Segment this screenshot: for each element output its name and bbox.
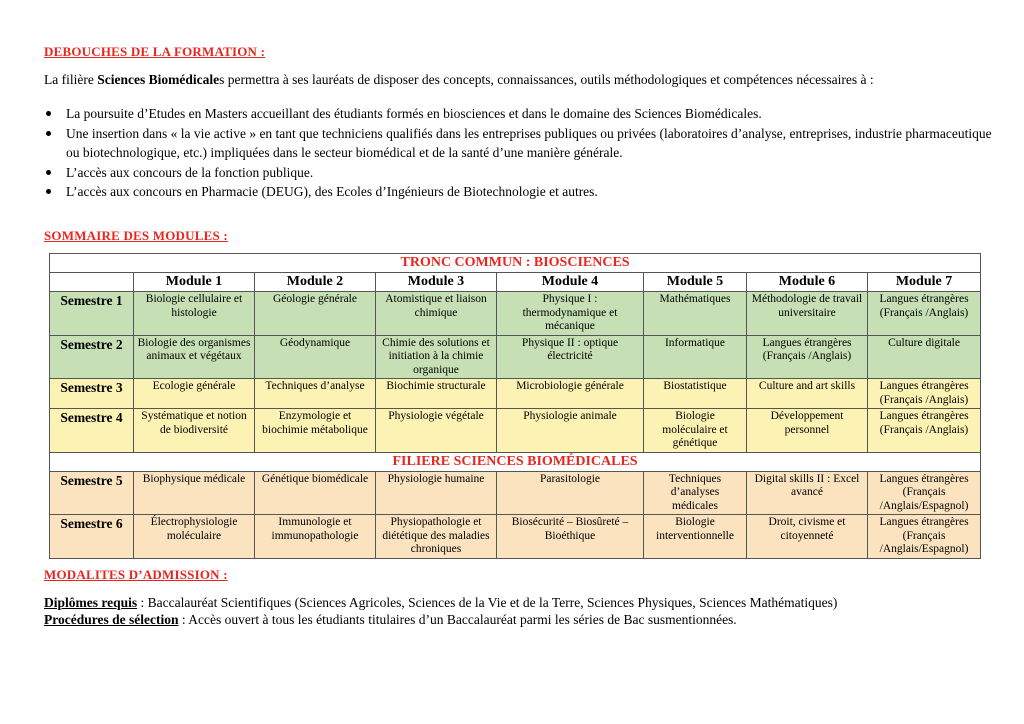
tronc-commun-banner: TRONC COMMUN : BIOSCIENCES (50, 254, 981, 273)
bullet-icon (46, 131, 51, 136)
module-cell: Physiologie humaine (376, 471, 497, 515)
table-row (50, 471, 981, 515)
module-cell: Culture digitale (868, 335, 981, 379)
filiere-banner: FILIERE SCIENCES BIOMÉDICALES (50, 452, 981, 471)
module-cell: Droit, civisme et citoyenneté (747, 515, 868, 559)
semester-label: Semestre 3 (50, 379, 134, 409)
module-cell: Langues étrangères (Français /Anglais) (868, 409, 981, 453)
module-header: Module 6 (747, 273, 868, 292)
diplomes-requis (44, 594, 837, 612)
list-item (44, 104, 994, 124)
bullet-icon (46, 111, 51, 116)
module-cell: Parasitologie (497, 471, 644, 515)
module-cell: Enzymologie et biochimie métabolique (255, 409, 376, 453)
debouches-heading: DEBOUCHES DE LA FORMATION : (44, 44, 266, 59)
procedures-text: : Accès ouvert à tous les étudiants titulaires d’un Baccalauréat parmi les séries de Bac susmentionnées. (178, 612, 737, 627)
module-cell: Langues étrangères (Français /Anglais) (868, 379, 981, 409)
module-cell: Immunologie et immunopathologie (255, 515, 376, 559)
module-cell: Ecologie générale (134, 379, 255, 409)
debouches-intro (44, 71, 874, 89)
list-item-text: L’accès aux concours en Pharmacie (DEUG), des Ecoles d’Ingénieurs de Biotechnologie et autres. (66, 184, 598, 199)
diplomes-label: Diplômes requis (44, 595, 138, 610)
module-cell: Physiologie animale (497, 409, 644, 453)
module-cell: Systématique et notion de biodiversité (134, 409, 255, 453)
module-cell: Biosécurité – Biosûreté – Bioéthique (497, 515, 644, 559)
modules-table (49, 253, 981, 559)
corner-cell (50, 273, 134, 292)
module-cell: Méthodologie de travail universitaire (747, 292, 868, 336)
module-cell: Physiologie végétale (376, 409, 497, 453)
table-row (50, 379, 981, 409)
semester-label: Semestre 6 (50, 515, 134, 559)
module-cell: Techniques d’analyse (255, 379, 376, 409)
module-cell: Développement personnel (747, 409, 868, 453)
module-cell: Géologie générale (255, 292, 376, 336)
table-row (50, 409, 981, 453)
module-header: Module 3 (376, 273, 497, 292)
table-row (50, 292, 981, 336)
module-cell: Culture and art skills (747, 379, 868, 409)
module-cell: Biochimie structurale (376, 379, 497, 409)
procedures-label: Procédures de sélection (44, 612, 179, 627)
module-cell: Techniques d’analyses médicales (644, 471, 747, 515)
admission-heading: MODALITES D’ADMISSION : (44, 567, 228, 582)
module-cell: Atomistique et liaison chimique (376, 292, 497, 336)
module-cell: Microbiologie générale (497, 379, 644, 409)
module-cell: Biostatistique (644, 379, 747, 409)
semester-label: Semestre 1 (50, 292, 134, 336)
list-item-text: L’accès aux concours de la fonction publique. (66, 164, 314, 180)
bullet-icon (46, 170, 51, 175)
list-item (44, 124, 994, 163)
list-item-text: Une insertion dans « la vie active » en tant que techniciens qualifiés dans les entreprises publiques ou privées (laboratoires d’analyse, entreprises, industrie pharmaceutique ou biotechnologique, etc.) impliquées dans le secteur biomédical et de la santé d’une manière générale. (66, 125, 992, 160)
module-cell: Langues étrangères (Français /Anglais) (868, 292, 981, 336)
procedures-selection (44, 611, 737, 629)
intro-text-bold: Sciences Biomédicale (97, 72, 220, 87)
module-cell: Biologie moléculaire et génétique (644, 409, 747, 453)
module-cell: Mathématiques (644, 292, 747, 336)
debouches-list (44, 104, 994, 202)
module-cell: Langues étrangères (Français /Anglais/Espagnol) (868, 471, 981, 515)
module-cell: Langues étrangères (Français /Anglais) (747, 335, 868, 379)
module-cell: Informatique (644, 335, 747, 379)
module-header: Module 5 (644, 273, 747, 292)
module-cell: Langues étrangères (Français /Anglais/Espagnol) (868, 515, 981, 559)
diplomes-text: : Baccalauréat Scientifiques (Sciences Agricoles, Sciences de la Vie et de la Terre, Sciences Physiques, Sciences Mathématiques) (137, 595, 838, 610)
intro-text-start: La filière (44, 72, 98, 87)
module-cell: Physiopathologie et diététique des maladies chroniques (376, 515, 497, 559)
module-cell: Physique I : thermodynamique et mécanique (497, 292, 644, 336)
list-item (44, 163, 994, 183)
module-cell: Biologie cellulaire et histologie (134, 292, 255, 336)
semester-label: Semestre 5 (50, 471, 134, 515)
table-row (50, 335, 981, 379)
module-cell: Biologie interventionnelle (644, 515, 747, 559)
semester-label: Semestre 2 (50, 335, 134, 379)
sommaire-heading: SOMMAIRE DES MODULES : (44, 228, 228, 243)
semester-label: Semestre 4 (50, 409, 134, 453)
module-header: Module 1 (134, 273, 255, 292)
module-header: Module 2 (255, 273, 376, 292)
module-header: Module 7 (868, 273, 981, 292)
bullet-icon (46, 189, 51, 194)
module-cell: Électrophysiologie moléculaire (134, 515, 255, 559)
module-cell: Génétique biomédicale (255, 471, 376, 515)
module-cell: Géodynamique (255, 335, 376, 379)
module-cell: Physique II : optique électricité (497, 335, 644, 379)
table-row (50, 515, 981, 559)
module-cell: Biologie des organismes animaux et végétaux (134, 335, 255, 379)
module-cell: Chimie des solutions et initiation à la chimie organique (376, 335, 497, 379)
module-cell: Digital skills II : Excel avancé (747, 471, 868, 515)
intro-text-end: s permettra à ses lauréats de disposer des concepts, connaissances, outils méthodologiques et compétences nécessaires à : (219, 72, 874, 87)
list-item-text: La poursuite d’Etudes en Masters accueillant des étudiants formés en biosciences et dans le domaine des Sciences Biomédicales. (66, 106, 762, 121)
list-item (44, 182, 994, 202)
module-cell: Biophysique médicale (134, 471, 255, 515)
module-header: Module 4 (497, 273, 644, 292)
